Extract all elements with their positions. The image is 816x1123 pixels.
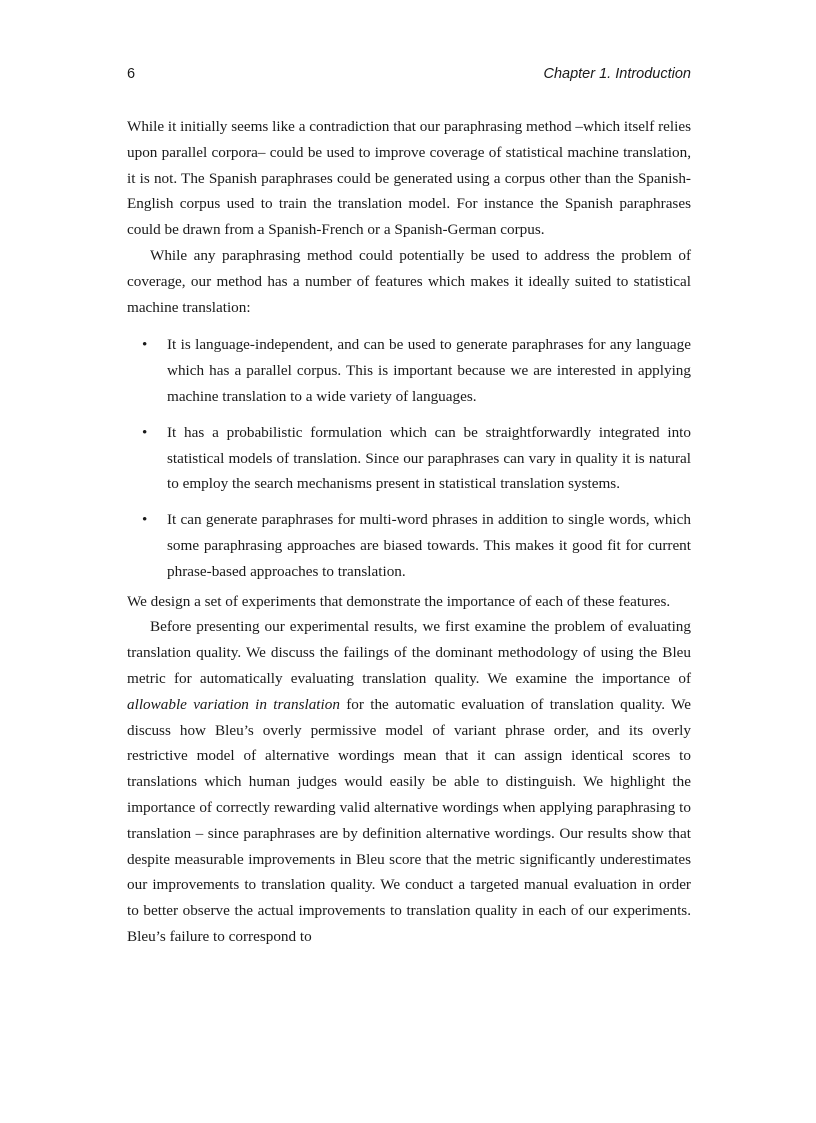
list-item (127, 332, 691, 409)
paragraph-evaluation-text-2: for the automatic evaluation of translation quality. We discuss how Bleu’s overly permissive model of variant phrase order, and its overly restrictive model of alternative wordings mean that it can assign identical scores to translations which human judges would easily be able to distinguish. We highlight the importance of correctly rewarding valid alternative wordings when applying paraphrasing to translation – since paraphrases are by definition alternative wordings. Our results show that despite measurable improvements in Bleu score that the metric significantly underestimates our improvements to translation quality. We conduct a targeted manual evaluation in order to better observe the actual improvements to translation quality in each of our experiments. Bleu’s failure to correspond to (127, 695, 691, 945)
list-item-text: It can generate paraphrases for multi-word phrases in addition to single words, which some paraphrasing approaches are biased towards. This makes it good fit for current phrase-based approaches to translation. (167, 511, 691, 580)
paragraph-contradiction: While it initially seems like a contradiction that our paraphrasing method –which itself relies upon parallel corpora– could be used to improve coverage of statistical machine translation, it is not. The Spanish paraphrases could be generated using a corpus other than the Spanish-English corpus used to train the translation model. For instance the Spanish paraphrases could be drawn from a Spanish-French or a Spanish-German corpus. (127, 118, 691, 239)
bullet-icon: • (142, 511, 148, 529)
bullet-icon: • (142, 336, 148, 354)
paragraph-evaluation-text-1: Before presenting our experimental results, we first examine the problem of evaluating translation quality. We discuss the failings of the dominant methodology of using the Bleu metric for automatically evaluating translation quality. We examine the importance of (127, 618, 691, 687)
bullet-icon: • (142, 423, 148, 441)
paragraph-evaluation (127, 614, 691, 949)
paragraph-features-intro: While any paraphrasing method could potentially be used to address the problem of coverage, our method has a number of features which makes it ideally suited to statistical machine translation: (127, 246, 691, 316)
list-item (127, 420, 691, 497)
features-list (127, 332, 691, 584)
emphasized-term: allowable variation in translation (127, 695, 340, 713)
paragraph-experiments: We design a set of experiments that demonstrate the importance of each of these features. (127, 592, 671, 610)
body-text (127, 114, 691, 950)
page-number: 6 (127, 66, 136, 82)
list-item (127, 507, 691, 584)
list-item-text: It has a probabilistic formulation which can be straightforwardly integrated into statistical models of translation. Since our paraphrases can vary in quality it is natural to employ the search mechanisms present in statistical translation systems. (167, 423, 691, 493)
chapter-title: Chapter 1. Introduction (543, 66, 691, 82)
list-item-text: It is language-independent, and can be used to generate paraphrases for any language which has a parallel corpus. This is important because we are interested in applying machine translation to a wide variety of languages. (167, 336, 691, 405)
running-header (127, 66, 691, 84)
